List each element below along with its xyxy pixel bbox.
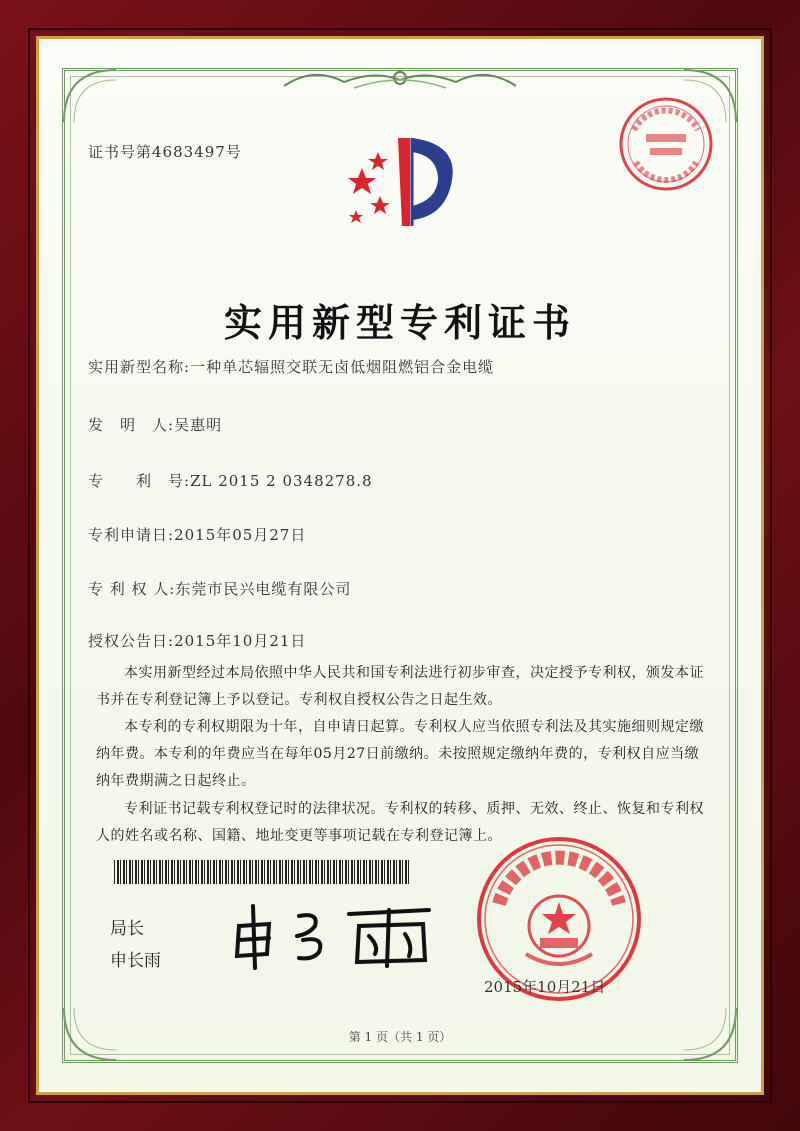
- field-patentee: [88, 578, 351, 599]
- field-value: 2015年10月21日: [174, 632, 307, 650]
- field-grant-date: [88, 630, 306, 651]
- field-label: 专 利 号:: [88, 472, 191, 490]
- field-value: 2015年05月27日: [174, 526, 307, 544]
- issue-date: 2015年10月21日: [484, 978, 606, 996]
- field-label: 授权公告日:: [88, 632, 175, 650]
- field-patent-number: [88, 470, 373, 491]
- field-application-date: [88, 524, 306, 545]
- field-label: 专 利 权 人:: [88, 580, 176, 598]
- barcode: [114, 860, 409, 884]
- field-inventor: [88, 414, 222, 435]
- field-value: 一种单芯辐照交联无卤低烟阻燃铝合金电缆: [190, 358, 495, 376]
- field-value: ZL 2015 2 0348278.8: [190, 472, 373, 490]
- certificate-title: 实用新型专利证书: [223, 300, 576, 345]
- field-label: 发 明 人:: [88, 416, 175, 434]
- body-paragraph: 专利证书记载专利权登记时的法律状况。专利权的转移、质押、无效、终止、恢复和专利权人的姓名或名称、国籍、地址变更等事项记载在专利登记簿上。: [96, 801, 704, 844]
- body-paragraph: 本实用新型经过本局依照中华人民共和国专利法进行初步审查，决定授予专利权，颁发本证书并在专利登记簿上予以登记。专利权自授权公告之日起生效。: [96, 665, 704, 708]
- certificate-number: 证书号第4683497号: [88, 143, 242, 161]
- tax-seal-stamp: [616, 94, 716, 194]
- top-ornament-icon: [284, 66, 516, 94]
- field-label: 专利申请日:: [88, 526, 175, 544]
- page-indicator: 第 1 页（共 1 页）: [348, 1030, 452, 1044]
- certificate-paper: [44, 44, 756, 1087]
- field-utility-model-name: [88, 356, 494, 377]
- body-paragraph: 本专利的专利权期限为十年，自申请日起算。专利权人应当依照专利法及其实施细则规定缴纳年费。本专利的年费应当在每年05月27日前缴纳。未按照规定缴纳年费的，专利权自应当缴纳年费期满之日起终止。: [96, 719, 704, 789]
- field-value: 吴惠明: [174, 416, 223, 434]
- signatory-title: 局长: [110, 919, 144, 939]
- patent-office-logo-icon: [340, 130, 460, 230]
- field-label: 实用新型名称:: [88, 358, 191, 376]
- signatory-name: 申长雨: [110, 951, 161, 971]
- field-value: 东莞市民兴电缆有限公司: [175, 580, 352, 598]
- corner-ornament-icon: [60, 66, 120, 126]
- handwritten-signature: [229, 896, 459, 976]
